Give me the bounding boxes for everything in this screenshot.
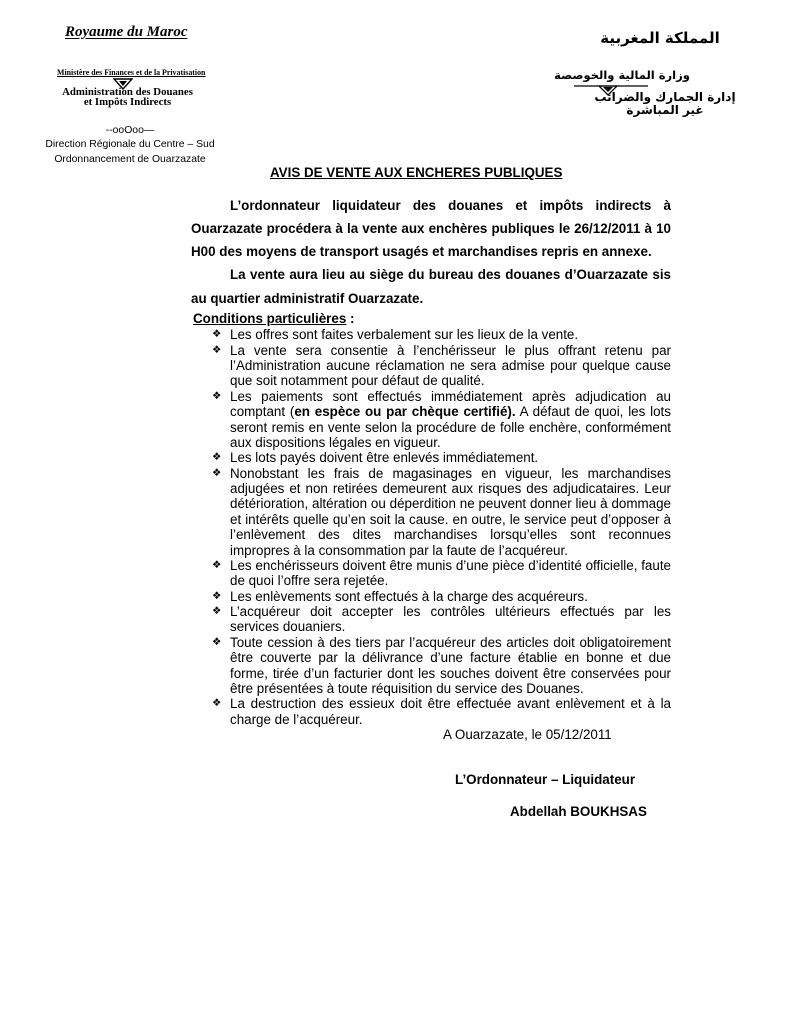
announcement-paragraph xyxy=(191,263,671,310)
condition-item xyxy=(230,389,671,451)
condition-line: de quoi l’offre sera rejetée. xyxy=(230,573,389,589)
administration-line: غير المباشرة xyxy=(626,103,704,118)
diamond-bullet-icon xyxy=(212,589,221,604)
administration-line: et Impôts Indirects xyxy=(83,96,172,108)
diamond-bullet-icon xyxy=(212,343,221,358)
announcement-line: Ouarzazate procédera à la vente aux enchères publiques le 26/12/2011 à 10 xyxy=(191,220,671,236)
condition-line: La vente sera consentie à l’enchérisseur le plus offrant retenu par xyxy=(230,342,671,358)
condition-line xyxy=(230,404,671,419)
condition-item xyxy=(230,635,671,697)
condition-line: détérioration, altération ou déperdition ne peuvent donner lieu à dommage xyxy=(230,496,671,512)
condition-item xyxy=(230,558,671,589)
announcement xyxy=(191,194,671,310)
separator-ornament: --ooOoo— xyxy=(105,124,155,136)
place-and-date: A Ouarzazate, le 05/12/2011 xyxy=(443,727,612,743)
kingdom-name-fr: Royaume du Maroc xyxy=(65,24,188,40)
conditions-heading xyxy=(193,311,354,326)
diamond-bullet-icon xyxy=(212,696,221,711)
ordonnancement-office: Ordonnancement de Ouarzazate xyxy=(54,153,206,165)
condition-line: La destruction des essieux doit être effectuée avant enlèvement et à la xyxy=(230,696,671,712)
kingdom-name-ar: المملكة المغربية xyxy=(600,29,720,47)
conditions-heading-colon: : xyxy=(346,311,355,327)
payment-method-emphasis: en espèce ou par chèque certifié). xyxy=(294,404,516,420)
condition-line-text: A défaut de quoi, les lots xyxy=(515,404,671,420)
diamond-bullet-icon xyxy=(212,604,221,619)
condition-line: être présentées à toute réquisition du service des Douanes. xyxy=(230,680,584,696)
condition-line: Les paiements sont effectués immédiatement après adjudication au xyxy=(230,388,671,404)
condition-line: Toute cession à des tiers par l’acquéreur des articles doit obligatoirement xyxy=(230,634,671,650)
direction-block xyxy=(30,124,230,168)
condition-item xyxy=(230,466,671,558)
condition-line: L’acquéreur doit accepter les contrôles ultérieurs effectués par les xyxy=(230,604,671,620)
condition-line-text: comptant ( xyxy=(230,404,295,420)
diamond-bullet-icon xyxy=(212,635,221,650)
condition-item xyxy=(230,696,671,727)
administration-name-fr xyxy=(37,87,218,108)
condition-line: adjugées et non retirées demeurent aux risques des adjudicataires. Leur xyxy=(230,481,671,497)
announcement-line: L’ordonnateur liquidateur des douanes et impôts indirects à xyxy=(230,197,671,213)
condition-line: Les lots payés doivent être enlevés immédiatement. xyxy=(230,450,539,466)
condition-item xyxy=(230,604,671,635)
condition-item xyxy=(230,343,671,389)
conditions-heading-text: Conditions particulières xyxy=(193,311,347,327)
condition-line: l’enlèvement des dites marchandises lorsqu’elles sont reconnues xyxy=(230,527,671,543)
diamond-bullet-icon xyxy=(212,558,221,573)
condition-item xyxy=(230,589,671,604)
conditions-list xyxy=(230,327,671,727)
condition-line: Les enlèvements sont effectués à la charge des acquéreurs. xyxy=(230,588,588,604)
signatory-title: L’Ordonnateur – Liquidateur xyxy=(455,772,636,787)
condition-item xyxy=(230,450,671,465)
condition-line: Nonobstant les frais de magasinages en vigueur, les marchandises xyxy=(230,465,671,481)
diamond-bullet-icon xyxy=(212,389,221,404)
announcement-line: au quartier administratif Ouarzazate. xyxy=(191,290,424,306)
diamond-bullet-icon xyxy=(212,327,221,342)
ministry-name-ar: وزارة المالية والخوصصة xyxy=(554,68,690,82)
diamond-bullet-icon xyxy=(212,450,221,465)
announcement-line: La vente aura lieu au siège du bureau des douanes d’Ouarzazate sis xyxy=(230,267,671,283)
ministry-name-fr: Ministère des Finances et de la Privatisation xyxy=(57,68,206,77)
condition-line: charge de l’acquéreur. xyxy=(230,711,363,727)
announcement-line: H00 des moyens de transport usagés et marchandises repris en annexe. xyxy=(191,244,652,260)
notice-title: AVIS DE VENTE AUX ENCHERES PUBLIQUES xyxy=(270,165,563,180)
condition-line: que soit notamment pour défaut de qualité. xyxy=(230,373,485,389)
condition-line: seront remis en vente selon la procédure de folle enchère, conformément xyxy=(230,419,671,435)
signatory-name: Abdellah BOUKHSAS xyxy=(510,804,647,819)
condition-line: forme, tirée d’un facturier dont les souches doivent être conservées pour xyxy=(230,665,671,681)
condition-line: Les offres sont faites verbalement sur les lieux de la vente. xyxy=(230,327,579,343)
condition-line: services douaniers. xyxy=(230,619,346,635)
condition-line: l’Administration aucune réclamation ne sera admise pour quelque cause xyxy=(230,358,671,374)
condition-line: Les enchérisseurs doivent être munis d’une pièce d’identité officielle, faute xyxy=(230,557,671,573)
condition-line: et intérêts quelle qu’en soit la cause. en outre, le service peut d’opposer à xyxy=(230,511,671,527)
condition-line: aux dispositions légales en vigueur. xyxy=(230,434,441,450)
condition-item xyxy=(230,327,671,342)
administration-name-ar xyxy=(585,91,745,117)
diamond-bullet-icon xyxy=(212,466,221,481)
administration-line: إدارة الجمارك والضرائب xyxy=(594,90,736,105)
announcement-paragraph xyxy=(191,194,671,264)
condition-line: être couverte par la délivrance d’une facture établie en bonne et due xyxy=(230,650,671,666)
regional-direction: Direction Régionale du Centre – Sud xyxy=(45,139,215,151)
condition-line: impropres à la consommation par la faute de l’acquéreur. xyxy=(230,542,568,558)
administration-line: Administration des Douanes xyxy=(62,85,193,98)
